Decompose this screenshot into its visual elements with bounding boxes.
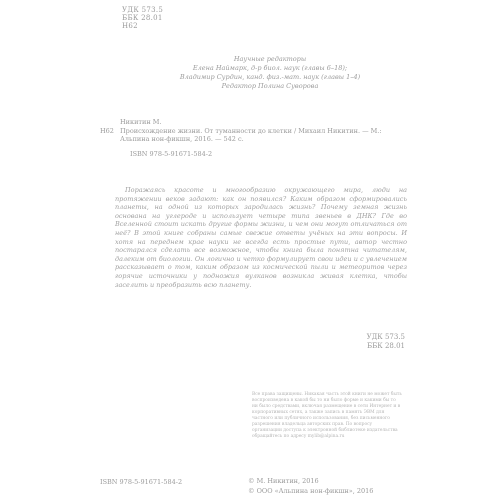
editors-heading: Научные редакторы xyxy=(233,55,307,63)
catalog-code: Н62 xyxy=(100,127,114,135)
bbk-code-repeat: ББК 28.01 xyxy=(367,342,405,350)
catalog-entry: Происхождение жизни. От туманности до клетки / Михаил Никитин. — М.: Альпина нон-фикшн, 2016. — 542 с. xyxy=(120,126,382,144)
editors-block xyxy=(120,55,420,91)
annotation-paragraph: Поражаясь красоте и многообразию окружающего мира, люди на протяжении веков задают: как он появился? Каким образом сформировались планеты, на одной из которых зародилась жизнь? Почему земная жизнь основана на углероде и использует четыре типа звеньев в ДНК? Где во Вселенной стоит искать другие формы жизни, и чем они могут отличаться от неё? В этой книге собраны самые свежие ответы учёных на эти вопросы. И хотя на переднем крае науки не всегда есть простые пути, автор честно постарался сделать все возможное, чтобы книга была понятна читателям, далеким от биологии. Он логично и четко формулирует свои идеи и с увлечением рассказывает о том, каким образом из космической пыли и метеоритов через горячие источники у подножия вулканов возникла живая клетка, чтобы заселить и преобразить всю планету. xyxy=(115,186,407,289)
udk-code: УДК 573.5 xyxy=(122,6,164,14)
footer-isbn: ISBN 978-5-91671-584-2 xyxy=(100,478,183,486)
copyright-publisher: © ООО «Альпина нон-фикшн», 2016 xyxy=(248,487,374,495)
rights-notice: Все права защищены. Никакая часть этой книги не может быть воспроизведена в какой бы то ни было форме и какими бы то ни было средствами, включая размещение в сети Интернет и в корпоративных сетях, а также запись в память ЭВМ для частного или публичного использования, без письменного разрешения владельца авторских прав. По вопросу организации доступа к электронной библиотеке издательства обращайтесь по адресу mylib@alpina.ru xyxy=(252,392,402,439)
udk-repeat-block xyxy=(355,333,405,351)
editor-line: Елена Наймарк, д-р биол. наук (главы 6–18); xyxy=(192,64,348,72)
catalog-card xyxy=(100,118,400,158)
author-mark: Н62 xyxy=(122,22,138,30)
catalog-author: Никитин М. xyxy=(120,118,162,126)
bbk-code: ББК 28.01 xyxy=(122,14,163,22)
editor-line: Редактор Полина Суворова xyxy=(221,82,319,90)
copyright-author: © М. Никитин, 2016 xyxy=(248,477,319,485)
udk-code-repeat: УДК 573.5 xyxy=(366,333,405,341)
editor-line: Владимир Сурдин, канд. физ.-мат. наук (главы 1–4) xyxy=(179,73,361,81)
catalog-isbn: ISBN 978-5-91671-584-2 xyxy=(130,149,213,158)
udk-block xyxy=(122,6,163,30)
